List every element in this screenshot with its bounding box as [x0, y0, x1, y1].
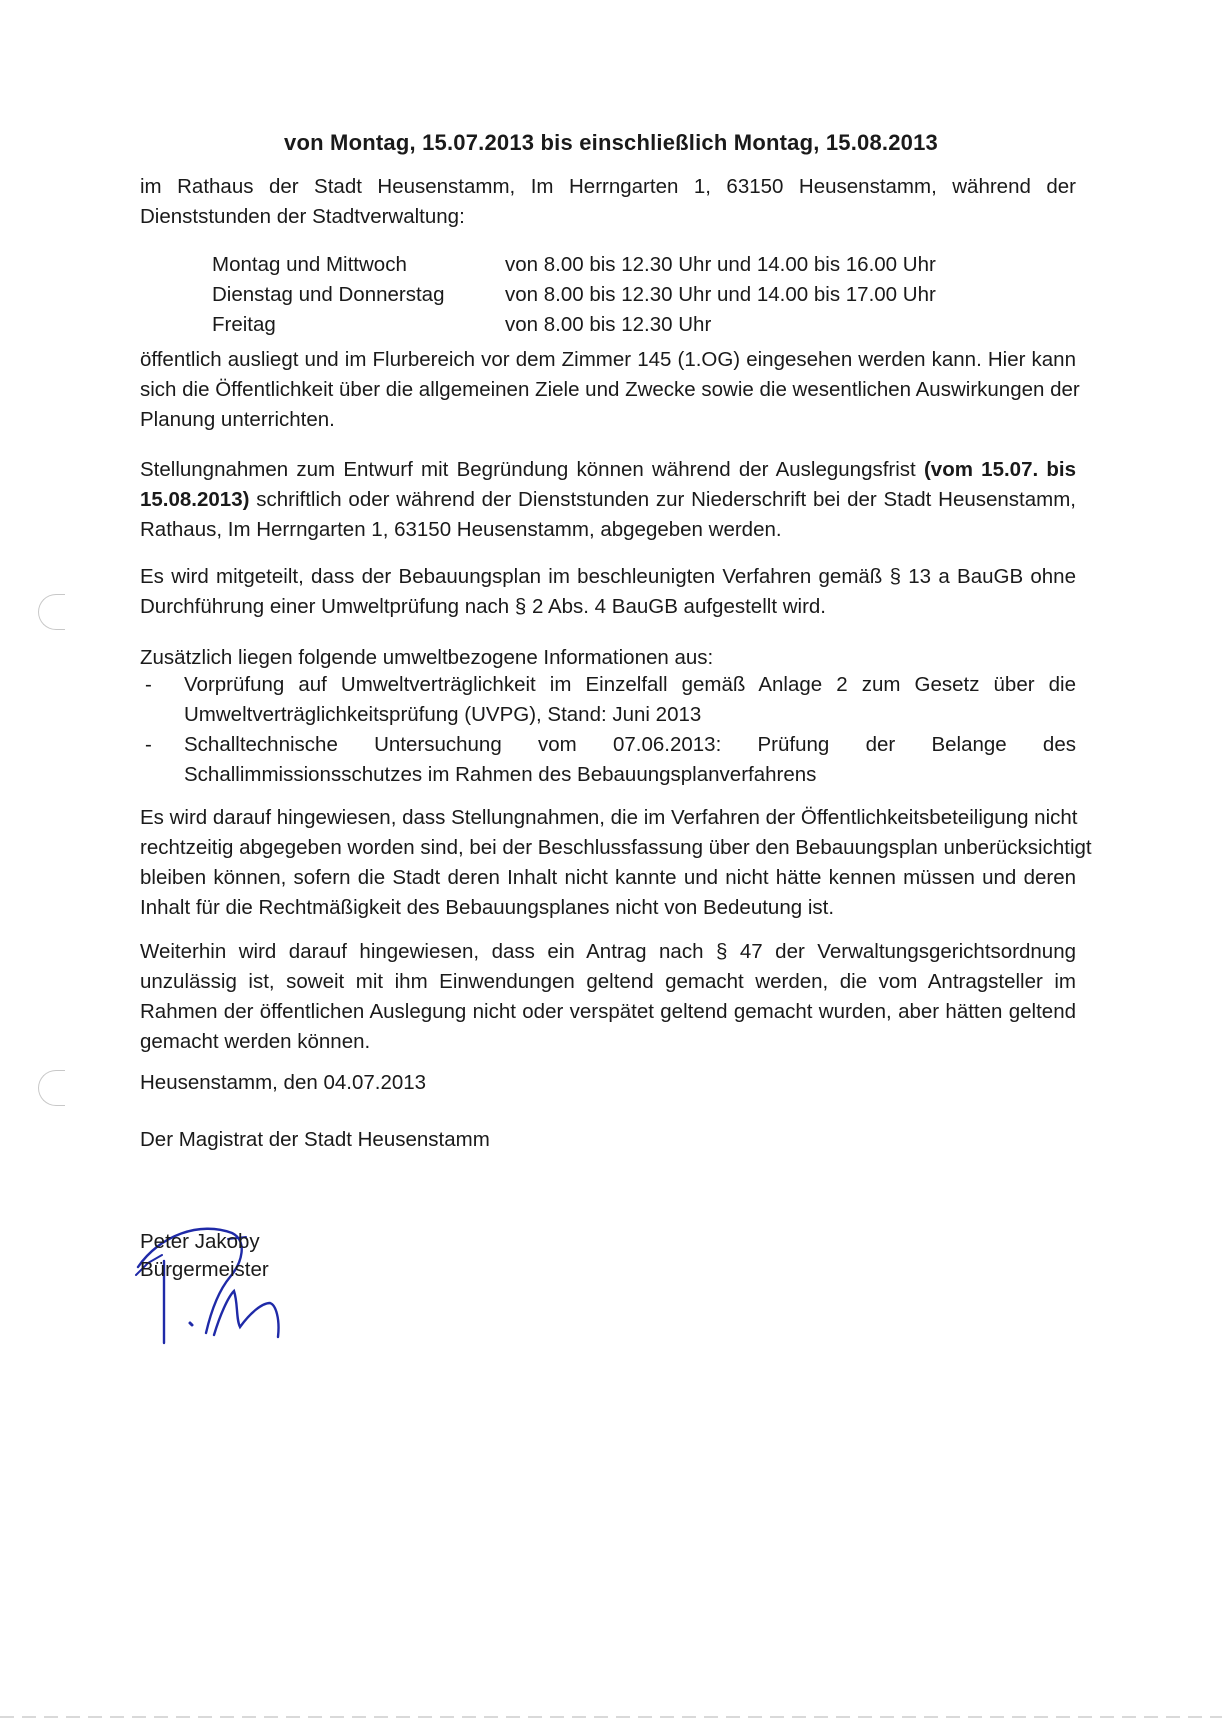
paragraph-text: Stellungnahmen zum Entwurf mit Begründung können während der Auslegungsfrist: [140, 458, 924, 481]
list-item-line: Schalltechnische Untersuchung vom 07.06.2013: Prüfung der Belange des: [184, 733, 1076, 756]
paragraph-line: sich die Öffentlichkeit über die allgemeinen Ziele und Zwecke sowie die wesentlichen Auswirkungen der: [140, 378, 1080, 401]
paragraph-line: Inhalt für die Rechtmäßigkeit des Bebauungsplanes nicht von Bedeutung ist.: [140, 896, 835, 919]
paragraph-line: Es wird mitgeteilt, dass der Bebauungsplan im beschleunigten Verfahren gemäß § 13 a BauGB ohne: [140, 565, 1076, 588]
procedure-paragraph: [140, 562, 1076, 622]
paragraph-line: [140, 485, 1076, 515]
issuing-authority: Der Magistrat der Stadt Heusenstamm: [140, 1128, 490, 1151]
display-paragraph: [140, 345, 1080, 435]
list-dash: -: [145, 733, 152, 756]
place-date: Heusenstamm, den 04.07.2013: [140, 1071, 427, 1094]
list-item-line: Vorprüfung auf Umweltverträglichkeit im Einzelfall gemäß Anlage 2 zum Gesetz über die: [184, 673, 1076, 696]
office-hours-time: von 8.00 bis 12.30 Uhr und 14.00 bis 17.00 Uhr: [505, 283, 936, 306]
paragraph-line: rechtzeitig abgegeben worden sind, bei der Beschlussfassung über den Bebauungsplan unberücksichtigt: [140, 836, 1092, 859]
office-hours-row: [212, 250, 936, 280]
paragraph-line: Rathaus, Im Herrngarten 1, 63150 Heusenstamm, abgegeben werden.: [140, 518, 782, 541]
info-intro: [140, 643, 1076, 673]
paragraph-line: bleiben können, sofern die Stadt deren Inhalt nicht kannte und nicht hätte kennen müssen und deren: [140, 866, 1076, 889]
list-item: [140, 670, 1076, 730]
statements-paragraph: [140, 455, 1076, 545]
list-item-line: Umweltverträglichkeitsprüfung (UVPG), Stand: Juni 2013: [184, 703, 702, 726]
deadline-bold-text: 15.08.2013): [140, 488, 250, 511]
office-hours-day: Dienstag und Donnerstag: [212, 283, 445, 306]
office-hours-day: Montag und Mittwoch: [212, 253, 407, 276]
list-item: [140, 730, 1076, 790]
paragraph-line: [140, 455, 1076, 485]
paragraph-line: gemacht werden können.: [140, 1030, 371, 1053]
paragraph-line: Weiterhin wird darauf hingewiesen, dass ein Antrag nach § 47 der Verwaltungsgerichtsordnung: [140, 940, 1076, 963]
intro-paragraph: [140, 172, 1076, 232]
office-hours-row: [212, 310, 936, 340]
period-heading: von Montag, 15.07.2013 bis einschließlich Montag, 15.08.2013: [284, 130, 938, 155]
office-hours-time: von 8.00 bis 12.30 Uhr: [505, 313, 712, 336]
paragraph-line: unzulässig ist, soweit mit ihm Einwendungen geltend gemacht werden, die vom Antragsteller im: [140, 970, 1076, 993]
punch-hole-mark: [38, 1070, 65, 1106]
objection-paragraph: [140, 937, 1076, 1057]
office-hours-time: von 8.00 bis 12.30 Uhr und 14.00 bis 16.00 Uhr: [505, 253, 936, 276]
intro-line: im Rathaus der Stadt Heusenstamm, Im Herrngarten 1, 63150 Heusenstamm, während der: [140, 175, 1076, 198]
environmental-info-list: [140, 670, 1076, 790]
office-hours-table: [212, 250, 936, 340]
intro-line: Dienststunden der Stadtverwaltung:: [140, 205, 465, 228]
paragraph-line: Planung unterrichten.: [140, 408, 335, 431]
signer-name: Peter Jakoby: [140, 1230, 260, 1253]
paragraph-line: öffentlich ausliegt und im Flurbereich vor dem Zimmer 145 (1.OG) eingesehen werden kann. Hier kann: [140, 348, 1076, 371]
paragraph-line: Durchführung einer Umweltprüfung nach § 2 Abs. 4 BauGB aufgestellt wird.: [140, 595, 826, 618]
office-hours-day: Freitag: [212, 313, 276, 336]
signer-title: Bürgermeister: [140, 1258, 269, 1281]
list-item-line: Schallimmissionsschutzes im Rahmen des Bebauungsplanverfahrens: [184, 763, 817, 786]
punch-hole-mark: [38, 594, 65, 630]
deadline-bold-text: (vom 15.07. bis: [923, 458, 1077, 481]
paragraph-line: Zusätzlich liegen folgende umweltbezogene Informationen aus:: [140, 646, 714, 669]
scan-edge: [0, 1716, 1222, 1718]
paragraph-text: schriftlich oder während der Dienststunden zur Niederschrift bei der Stadt Heusenstamm,: [249, 488, 1076, 511]
office-hours-row: [212, 280, 936, 310]
paragraph-line: Es wird darauf hingewiesen, dass Stellungnahmen, die im Verfahren der Öffentlichkeitsbeteiligung nicht: [140, 806, 1078, 829]
list-dash: -: [145, 673, 152, 696]
notice-paragraph: [140, 803, 1092, 923]
paragraph-line: Rahmen der öffentlichen Auslegung nicht oder verspätet geltend gemacht wurden, aber hätten geltend: [140, 1000, 1076, 1023]
